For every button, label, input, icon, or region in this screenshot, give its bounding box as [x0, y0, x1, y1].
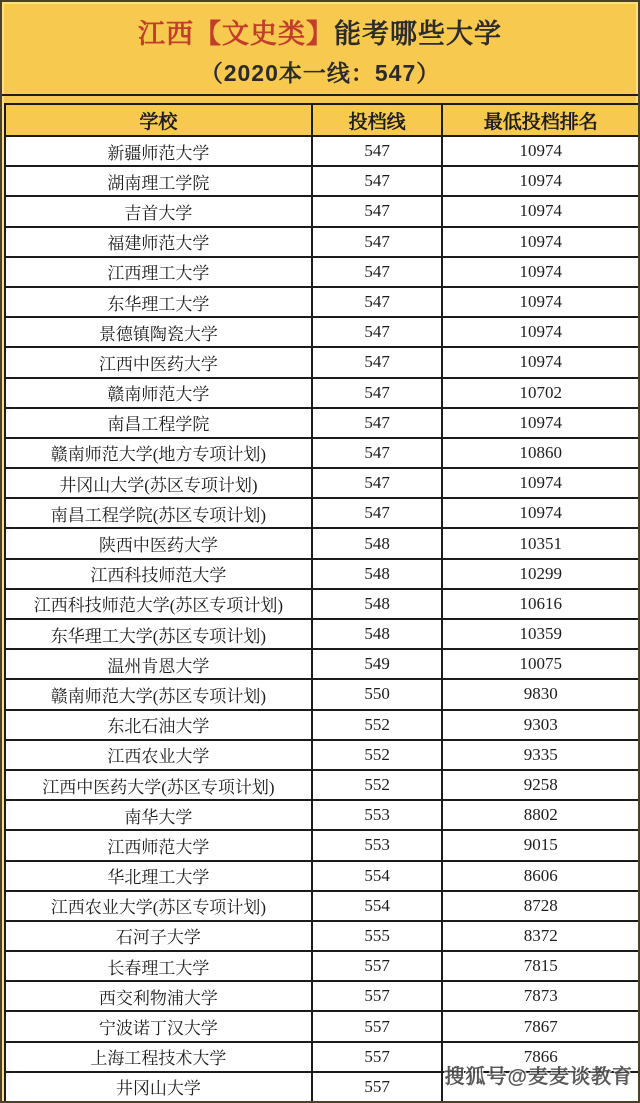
school-cell: 东华理工大学 [5, 287, 312, 317]
table-row [5, 287, 639, 317]
table-row [5, 619, 639, 649]
score-cell: 552 [312, 710, 443, 740]
rank-cell: 9335 [442, 740, 639, 770]
school-cell: 江西中医药大学(苏区专项计划) [5, 770, 312, 800]
score-cell: 553 [312, 830, 443, 860]
table-row [5, 649, 639, 679]
page-title [138, 12, 502, 51]
school-cell: 东华理工大学(苏区专项计划) [5, 619, 312, 649]
table-row [5, 589, 639, 619]
table-row [5, 196, 639, 226]
score-cell: 554 [312, 891, 443, 921]
table-row [5, 951, 639, 981]
rank-cell: 10075 [442, 649, 639, 679]
score-cell: 548 [312, 559, 443, 589]
school-cell: 长春理工大学 [5, 951, 312, 981]
score-cell: 552 [312, 770, 443, 800]
table-row [5, 257, 639, 287]
table-row [5, 1011, 639, 1041]
score-cell: 547 [312, 438, 443, 468]
score-cell: 549 [312, 649, 443, 679]
school-cell: 东北石油大学 [5, 710, 312, 740]
rank-cell: 10351 [442, 528, 639, 558]
school-cell: 新疆师范大学 [5, 136, 312, 166]
table-row [5, 981, 639, 1011]
rank-cell: 10974 [442, 257, 639, 287]
table-row [5, 830, 639, 860]
table-row [5, 800, 639, 830]
school-cell: 赣南师范大学(地方专项计划) [5, 438, 312, 468]
header-row [5, 104, 639, 136]
table-row [5, 378, 639, 408]
score-cell: 547 [312, 378, 443, 408]
rank-cell: 10616 [442, 589, 639, 619]
school-cell: 井冈山大学(苏区专项计划) [5, 468, 312, 498]
rank-cell: 9830 [442, 679, 639, 709]
score-cell: 552 [312, 740, 443, 770]
score-cell: 547 [312, 196, 443, 226]
score-cell: 547 [312, 257, 443, 287]
table-row [5, 679, 639, 709]
rank-cell: 10702 [442, 378, 639, 408]
rank-cell: 10299 [442, 559, 639, 589]
column-header-rank: 最低投档排名 [442, 104, 639, 136]
table-row [5, 861, 639, 891]
rank-cell: 10974 [442, 196, 639, 226]
school-cell: 西交利物浦大学 [5, 981, 312, 1011]
rank-cell: 10974 [442, 347, 639, 377]
score-cell: 547 [312, 287, 443, 317]
table-row [5, 559, 639, 589]
column-header-score: 投档线 [312, 104, 443, 136]
table-row [5, 347, 639, 377]
table-row [5, 438, 639, 468]
school-cell: 井冈山大学 [5, 1072, 312, 1102]
score-cell: 548 [312, 589, 443, 619]
rank-cell: 9303 [442, 710, 639, 740]
score-cell: 547 [312, 347, 443, 377]
school-cell: 江西中医药大学 [5, 347, 312, 377]
rank-cell: 10974 [442, 287, 639, 317]
school-cell: 陕西中医药大学 [5, 528, 312, 558]
score-cell: 547 [312, 498, 443, 528]
admission-table [4, 103, 640, 1103]
table-row [5, 770, 639, 800]
school-cell: 赣南师范大学(苏区专项计划) [5, 679, 312, 709]
page-title-highlight: 江西【文史类】 [138, 19, 334, 49]
score-cell: 557 [312, 951, 443, 981]
school-cell: 南华大学 [5, 800, 312, 830]
score-cell: 557 [312, 1042, 443, 1072]
score-cell: 553 [312, 800, 443, 830]
table-row [5, 408, 639, 438]
rank-cell: 10359 [442, 619, 639, 649]
score-cell: 547 [312, 317, 443, 347]
score-cell: 547 [312, 227, 443, 257]
rank-cell: 10974 [442, 227, 639, 257]
table-body [5, 136, 639, 1102]
school-cell: 吉首大学 [5, 196, 312, 226]
school-cell: 南昌工程学院(苏区专项计划) [5, 498, 312, 528]
rank-cell: 10974 [442, 166, 639, 196]
rank-cell: 7815 [442, 951, 639, 981]
rank-cell: 8728 [442, 891, 639, 921]
page-subtitle: （2020本一线：547） [199, 60, 441, 86]
school-cell: 湖南理工学院 [5, 166, 312, 196]
table-row [5, 317, 639, 347]
school-cell: 华北理工大学 [5, 861, 312, 891]
table-row [5, 166, 639, 196]
column-header-school: 学校 [5, 104, 312, 136]
table-row [5, 468, 639, 498]
score-cell: 557 [312, 1011, 443, 1041]
score-cell: 555 [312, 921, 443, 951]
score-cell: 550 [312, 679, 443, 709]
score-cell: 557 [312, 981, 443, 1011]
school-cell: 江西农业大学(苏区专项计划) [5, 891, 312, 921]
rank-cell: 9258 [442, 770, 639, 800]
rank-cell: 7873 [442, 981, 639, 1011]
table-row [5, 227, 639, 257]
table-row [5, 891, 639, 921]
school-cell: 江西科技师范大学(苏区专项计划) [5, 589, 312, 619]
table-row [5, 710, 639, 740]
score-cell: 547 [312, 136, 443, 166]
table-row [5, 136, 639, 166]
score-cell: 547 [312, 166, 443, 196]
watermark: 搜狐号@麦麦谈教育 [444, 1066, 633, 1088]
school-cell: 景德镇陶瓷大学 [5, 317, 312, 347]
score-cell: 548 [312, 528, 443, 558]
score-cell: 557 [312, 1072, 443, 1102]
rank-cell: 10860 [442, 438, 639, 468]
rank-cell: 10974 [442, 468, 639, 498]
rank-cell: 10974 [442, 408, 639, 438]
school-cell: 南昌工程学院 [5, 408, 312, 438]
table-header [5, 104, 639, 136]
score-cell: 554 [312, 861, 443, 891]
school-cell: 江西农业大学 [5, 740, 312, 770]
table-row [5, 740, 639, 770]
title-divider [2, 94, 638, 96]
table-row [5, 921, 639, 951]
rank-cell: 10974 [442, 317, 639, 347]
rank-cell: 10974 [442, 136, 639, 166]
rank-cell: 7867 [442, 1011, 639, 1041]
score-cell: 547 [312, 408, 443, 438]
school-cell: 石河子大学 [5, 921, 312, 951]
school-cell: 上海工程技术大学 [5, 1042, 312, 1072]
rank-cell: 7866 [442, 1042, 639, 1072]
rank-cell: 8802 [442, 800, 639, 830]
page-title-rest: 能考哪些大学 [334, 19, 502, 49]
title-section [2, 2, 638, 94]
school-cell: 江西理工大学 [5, 257, 312, 287]
school-cell: 宁波诺丁汉大学 [5, 1011, 312, 1041]
school-cell: 赣南师范大学 [5, 378, 312, 408]
school-cell: 江西师范大学 [5, 830, 312, 860]
table-row [5, 498, 639, 528]
school-cell: 福建师范大学 [5, 227, 312, 257]
rank-cell: 10974 [442, 498, 639, 528]
table-row [5, 528, 639, 558]
score-cell: 547 [312, 468, 443, 498]
rank-cell: 8606 [442, 861, 639, 891]
rank-cell: 8372 [442, 921, 639, 951]
school-cell: 温州肯恩大学 [5, 649, 312, 679]
score-cell: 548 [312, 619, 443, 649]
school-cell: 江西科技师范大学 [5, 559, 312, 589]
rank-cell: 9015 [442, 830, 639, 860]
